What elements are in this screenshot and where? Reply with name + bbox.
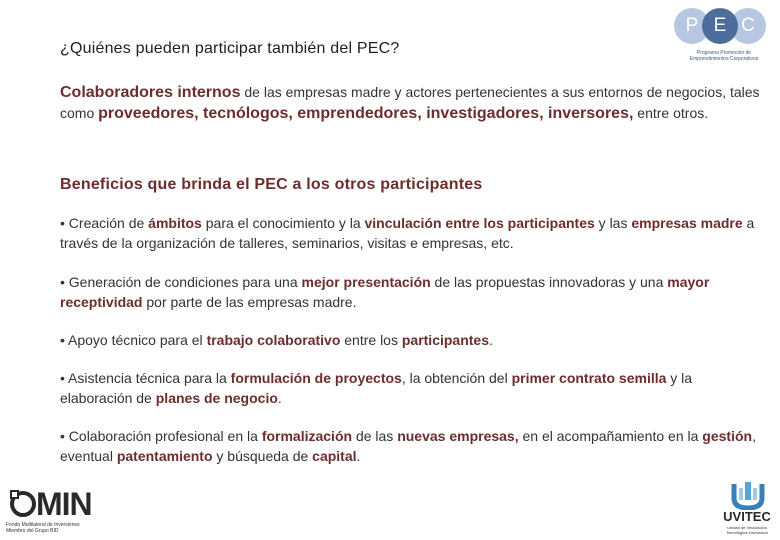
intro-text-2: entre otros.: [633, 105, 709, 121]
bullet-3-text-3: .: [489, 332, 493, 348]
pec-logo-e: E: [702, 8, 738, 44]
bullet-3-strong-2: participantes: [401, 332, 489, 348]
bullet-4-strong-1: formulación de proyectos: [230, 370, 402, 386]
bullet-1-text-2: para el conocimiento y la: [201, 215, 365, 231]
intro-paragraph: [60, 82, 760, 124]
uvitec-logo-text: UVITEC: [723, 509, 771, 524]
bullet-1-strong-1: ámbitos: [148, 215, 202, 231]
bullet-1-text-4: a través de la organización de talleres, seminarios, visitas e empresas, etc.: [60, 215, 755, 251]
pec-logo: [672, 6, 776, 70]
bullet-1-strong-3: empresas madre: [631, 215, 743, 231]
intro-text-1: de las empresas madre y actores pertenecientes a sus entornos de negocios, tales como: [60, 84, 760, 121]
bullet-5-text-6: .: [356, 448, 361, 464]
bullet-5: [60, 426, 760, 466]
slide-title: ¿Quiénes pueden participar también del PEC?: [60, 40, 400, 57]
uvitec-logo: [716, 480, 778, 538]
bullet-4-text-1: • Asistencia técnica para la: [60, 370, 231, 386]
benefits-heading: Beneficios que brinda el PEC a los otros participantes: [60, 176, 483, 193]
bullet-3: [60, 330, 760, 350]
bullet-5-strong-2: nuevas empresas,: [397, 428, 519, 444]
bullet-1-text-1: • Creación de: [60, 215, 149, 231]
intro-strong-2: proveedores, tecnólogos, emprendedores, investigadores, inversores,: [98, 105, 634, 122]
bullet-5-strong-3: gestión: [702, 428, 753, 444]
bullet-5-strong-4: patentamiento: [116, 448, 213, 464]
bullet-5-text-5: y búsqueda de: [212, 448, 313, 464]
bullet-5-strong-1: formalización: [261, 428, 353, 444]
bullet-4-strong-2: primer contrato semilla: [511, 370, 667, 386]
bullet-5-text-3: en el acompañamiento en la: [518, 428, 703, 444]
bullet-2-strong-1: mejor presentación: [301, 274, 431, 290]
uvitec-caption-line2: Tecnológica Innovación: [726, 530, 768, 535]
uvitec-mark-icon: [730, 480, 766, 510]
omin-mark-icon: [8, 488, 36, 518]
bullet-1-text-3: y las: [594, 215, 632, 231]
pec-caption-line1: Programa Promoción de: [696, 50, 752, 56]
bullet-5-text-4: , eventual: [60, 428, 756, 464]
bullet-5-strong-5: capital: [312, 448, 357, 464]
bullet-2-strong-2: mayor receptividad: [60, 274, 710, 310]
bullet-4-text-2: , la obtención del: [401, 370, 512, 386]
bullet-3-strong-1: trabajo colaborativo: [206, 332, 341, 348]
bullet-4-text-4: .: [277, 390, 282, 406]
bullet-3-text-1: • Apoyo técnico para el: [60, 332, 207, 348]
bullet-5-text-1: • Colaboración profesional en la: [60, 428, 262, 444]
omin-logo: [6, 486, 106, 536]
bullet-4-text-3: y la elaboración de: [60, 370, 693, 406]
bullet-3-text-2: entre los: [340, 332, 402, 348]
uvitec-caption-line1: Unidad de Vinculación: [727, 525, 767, 530]
pec-logo-p: P: [674, 8, 710, 44]
omin-caption-line2: Miembro del Grupo BID: [6, 528, 59, 534]
pec-logo-c: C: [730, 8, 766, 44]
bullet-2-text-3: por parte de las empresas madre.: [142, 294, 357, 310]
omin-caption-line1: Fondo Multilateral de Inversiones: [6, 522, 80, 528]
omin-logo-text: MIN: [36, 486, 92, 522]
pec-caption-line2: Emprendimientos Corporativos: [689, 56, 759, 62]
bullet-1: [60, 213, 760, 253]
bullet-4-strong-3: planes de negocio: [155, 390, 278, 406]
bullet-5-text-2: de las: [352, 428, 398, 444]
omin-logo-caption: [6, 522, 106, 534]
bullet-2-text-1: • Generación de condiciones para una: [60, 274, 302, 290]
intro-strong-1: Colaboradores internos: [60, 84, 241, 101]
bullet-1-strong-2: vinculación entre los participantes: [364, 215, 595, 231]
uvitec-logo-caption: [716, 525, 778, 535]
bullet-4: [60, 368, 760, 408]
bullet-2-text-2: de las propuestas innovadoras y una: [430, 274, 668, 290]
pec-logo-caption: [672, 50, 776, 62]
bullet-2: [60, 272, 760, 312]
